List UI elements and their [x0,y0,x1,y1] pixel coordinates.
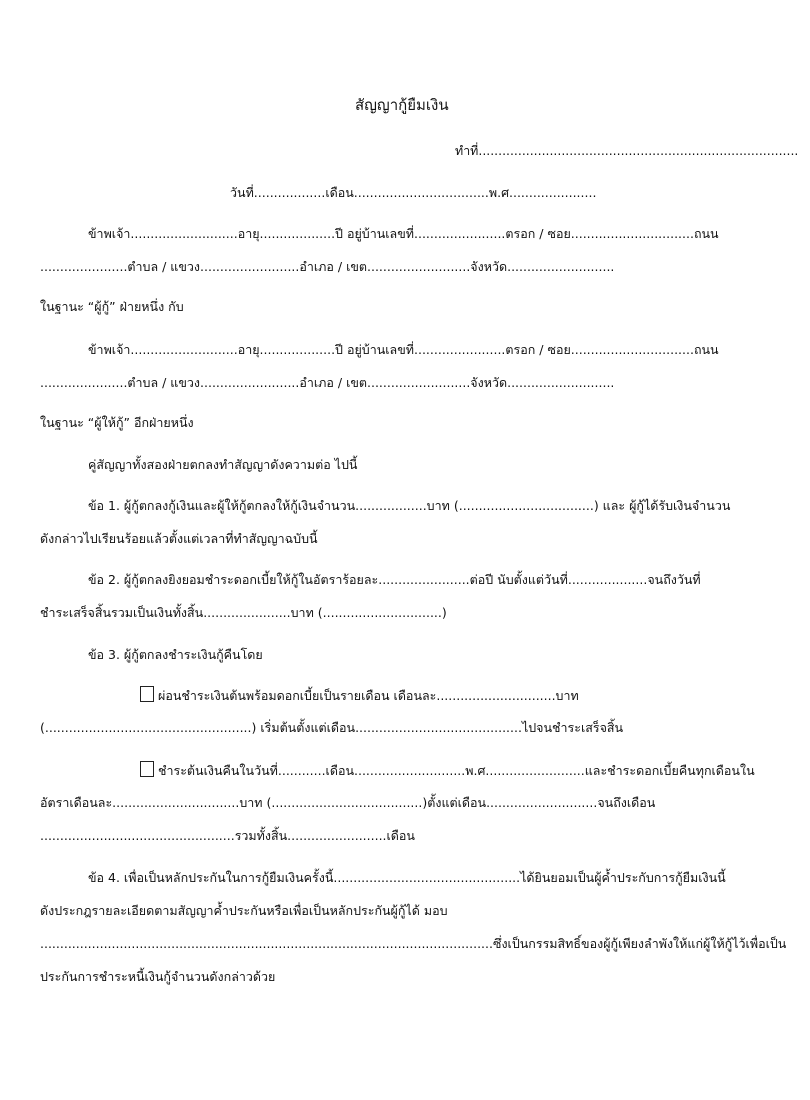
document-title: สัญญากู้ยืมเงิน [355,96,449,114]
clause-3-option-1 [140,686,579,705]
clause-1-line-1: ข้อ 1. ผู้กู้ตกลงกู้เงินและผู้ให้กู้ตกลงให้กู้เงินจำนวน..................บาท (..................................) และ ผู้กู้ได้รับเงินจำนวน [88,498,731,513]
clause-3-option-2 [140,761,755,780]
clause-4-line-3: ..................................................................................................................ซึ่งเป็นกรรมสิทธิ์ของผู้กู้เพียงลำพังให้แก่ผู้ให้กู้ไว้เพื่อเป็น [40,936,787,951]
borrower-info-line-1: ข้าพเจ้า...........................อายุ...................ปี อยู่บ้านเลขที่.......................ตรอก / ซอย...............................ถนน [88,226,719,241]
intro-line: คู่สัญญาทั้งสองฝ่ายตกลงทำสัญญาดังความต่อ ไปนี้ [88,457,358,472]
date-line: วันที่..................เดือน..................................พ.ศ...................... [230,185,597,200]
borrower-role: ในฐานะ “ผู้กู้” ฝ่ายหนึ่ง กับ [40,299,184,314]
installment-checkbox[interactable] [140,686,154,702]
clause-2-line-1: ข้อ 2. ผู้กู้ตกลงยิงยอมชำระดอกเบี้ยให้กู้ในอัตราร้อยละ.......................ต่อปี นับตั้งแต่วันที่....................จนถึงวันที่ [88,572,701,587]
clause-1-line-2: ดังกล่าวไปเรียนร้อยแล้วตั้งแต่เวลาที่ทำสัญญาฉบับนี้ [40,531,318,546]
clause-4-line-2: ดังประกฎรายละเอียดตามสัญญาค้ำประกันหรือเพื่อเป็นหลักประกันผู้กู้ได้ มอบ [40,903,448,918]
lump-sum-checkbox[interactable] [140,761,154,777]
clause-3-option-2-line-3: .................................................รวมทั้งสิ้น.........................เดือน [40,828,415,843]
clause-3-option-1-line-2: (....................................................) เริ่มต้นตั้งแต่เดือน..........................................ไปจนชำระเสร็จสิ้น [40,720,624,735]
place-line: ทำที่................................................................................. [455,143,799,158]
clause-3-option-1-line-1: ผ่อนชำระเงินต้นพร้อมดอกเบี้ยเป็นรายเดือน เดือนละ..............................บาท [158,688,579,703]
clause-2-line-2: ชำระเสร็จสิ้นรวมเป็นเงินทั้งสิ้น......................บาท (..............................) [40,605,447,620]
clause-4-line-4: ประกันการชำระหนี้เงินกู้จำนวนดังกล่าวด้วย [40,969,276,984]
clause-3-option-2-line-1: ชำระต้นเงินคืนในวันที่............เดือน............................พ.ศ.........................และชำระดอกเบี้ยคืนทุกเดือนใน [158,763,755,778]
lender-info-line-1: ข้าพเจ้า...........................อายุ...................ปี อยู่บ้านเลขที่.......................ตรอก / ซอย...............................ถนน [88,342,719,357]
lender-info-line-2: ......................ตำบล / แขวง.........................อำเภอ / เขต..........................จังหวัด........................... [40,375,615,390]
clause-3-heading: ข้อ 3. ผู้กู้ตกลงชำระเงินกู้คืนโดย [88,647,263,662]
borrower-info-line-2: ......................ตำบล / แขวง.........................อำเภอ / เขต..........................จังหวัด........................... [40,259,615,274]
clause-3-option-2-line-2: อัตราเดือนละ................................บาท (......................................)ตั้งแต่เดือน............................จนถึงเดือน [40,795,656,810]
lender-role: ในฐานะ “ผู้ให้กู้” อีกฝ่ายหนึ่ง [40,415,194,430]
clause-4-line-1: ข้อ 4. เพื่อเป็นหลักประกันในการกู้ยืมเงินครั้งนี้...............................................ได้ยินยอมเป็นผู้ค้ำประกับการกู้ยืมเงินนี้ [88,870,726,885]
